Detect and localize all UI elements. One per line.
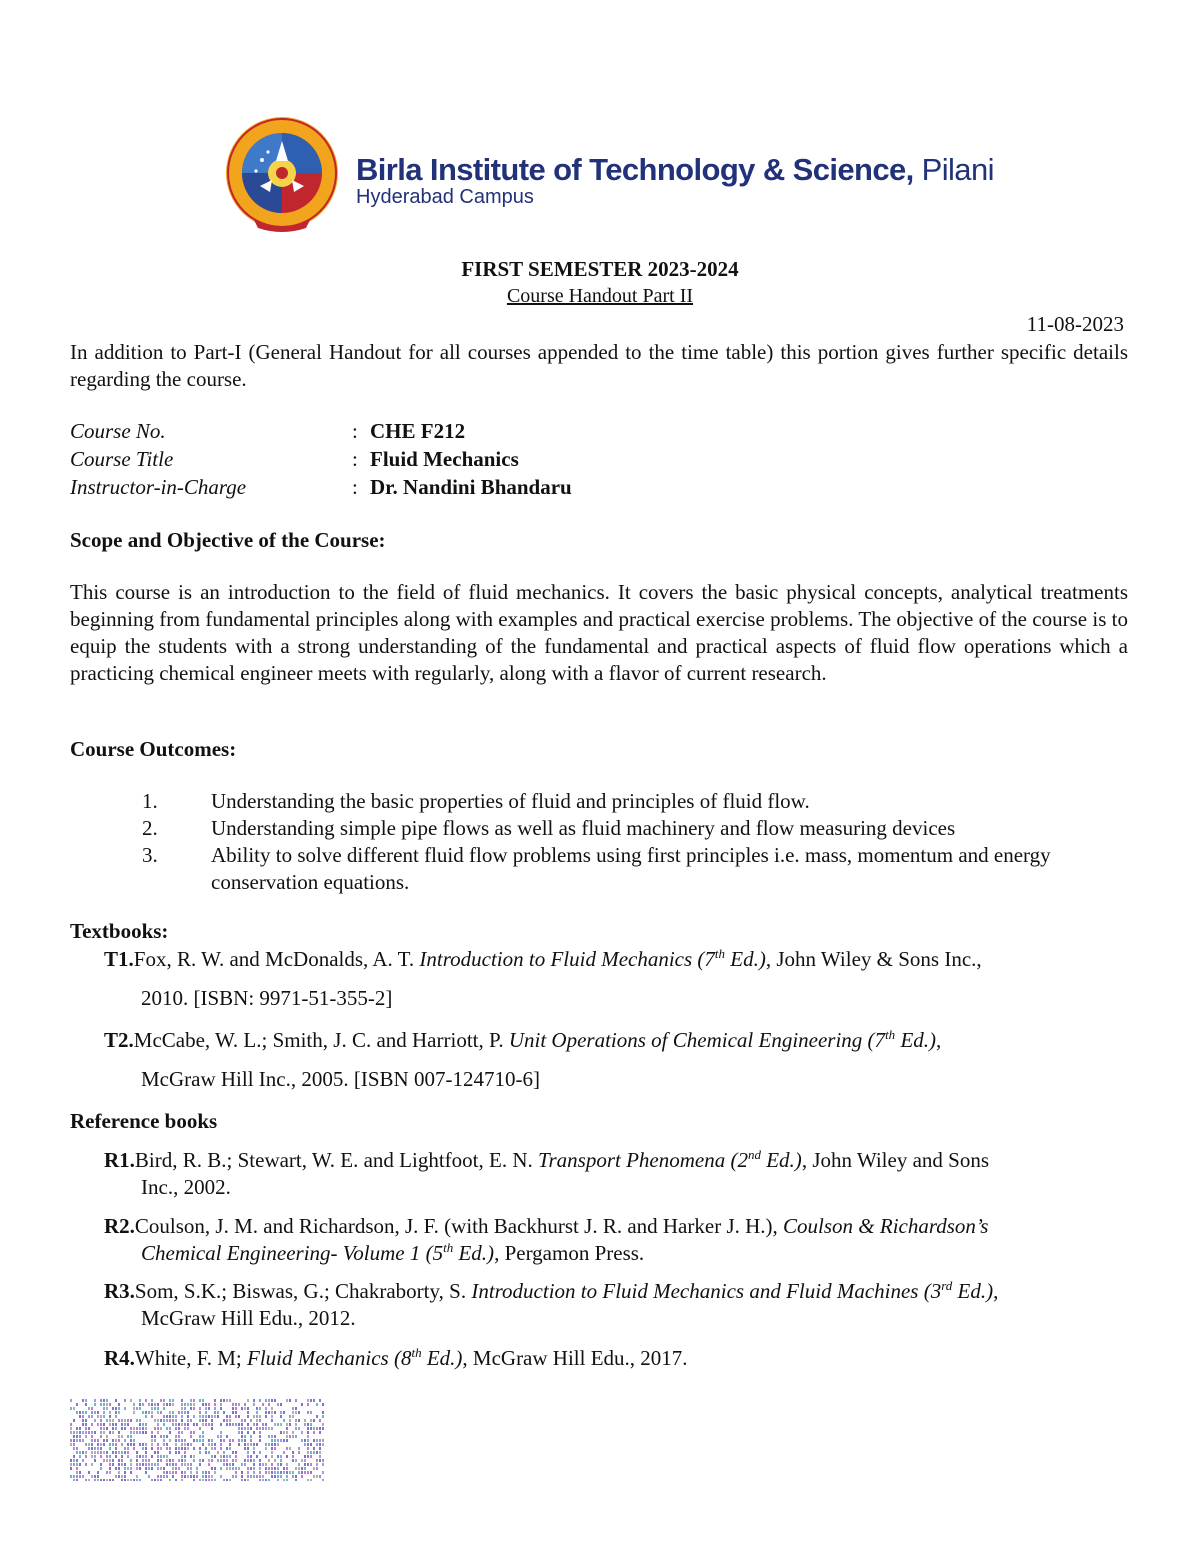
course-info: [70, 419, 572, 503]
intro-paragraph: In addition to Part-I (General Handout for all courses appended to the time table) this portion gives further specific details regarding the course.: [70, 340, 1128, 391]
book-details: McGraw Hill Inc., 2005. [ISBN 007-124710-6]: [141, 1067, 540, 1091]
book-title-end: Ed.): [421, 1346, 463, 1370]
info-key: Instructor-in-Charge: [70, 475, 247, 499]
book-title: Introduction to Fluid Mechanics (7: [419, 947, 715, 971]
list-text: Understanding the basic properties of fluid and principles of fluid flow.: [211, 789, 810, 813]
book-code: T1.: [104, 947, 134, 971]
list-item: [70, 788, 1130, 815]
edition-superscript: rd: [941, 1278, 953, 1293]
book-authors: McCabe, W. L.; Smith, J. C. and Harriott, P.: [133, 1028, 509, 1052]
list-item: [70, 842, 1130, 896]
book-code: R1.: [104, 1148, 135, 1172]
outcomes-heading: Course Outcomes:: [70, 737, 237, 761]
book-title-line2: Chemical Engineering- Volume 1 (5: [141, 1241, 444, 1265]
book-title: Fluid Mechanics (8: [247, 1346, 412, 1370]
institute-logo: [222, 116, 994, 236]
list-number: 1.: [142, 789, 158, 813]
handout-title: Course Handout Part II: [506, 285, 694, 307]
book-code: R4.: [104, 1346, 135, 1370]
book-publisher: , Pergamon Press.: [494, 1241, 645, 1265]
book-title: Unit Operations of Chemical Engineering (7: [508, 1028, 886, 1052]
book-code: R2.: [104, 1214, 135, 1238]
book-publisher: , McGraw Hill Edu., 2017.: [462, 1346, 688, 1370]
textbook-t2: [104, 1021, 1129, 1099]
reference-r2: [104, 1213, 1129, 1267]
outcomes-list: [70, 788, 1130, 896]
course-title: Fluid Mechanics: [370, 447, 519, 471]
list-text: Understanding simple pipe flows as well as fluid machinery and flow measuring devices: [211, 816, 956, 840]
list-item: [70, 815, 1130, 842]
course-info-row: [70, 475, 572, 503]
book-title-end: Ed.): [453, 1241, 495, 1265]
book-authors: White, F. M;: [134, 1346, 247, 1370]
scope-paragraph: This course is an introduction to the field of fluid mechanics. It covers the basic physical concepts, analytical treatments beginning from fundamental principles along with examples and practical exercise problems. The objective of the course is to equip the students with a strong understanding of the fundamental and practical aspects of fluid flow operations which a practicing chemical engineer meets with regularly, along with a flavor of current research.: [70, 580, 1128, 685]
reference-r1: [104, 1147, 1129, 1201]
book-publisher: ,: [936, 1028, 942, 1052]
book-publisher: , John Wiley & Sons Inc.,: [765, 947, 982, 971]
list-text: Ability to solve different fluid flow problems using first principles i.e. mass, momentum and energy conservation equations.: [211, 843, 1051, 894]
list-number: 3.: [142, 843, 158, 867]
book-title: Coulson & Richardson’s: [783, 1214, 989, 1238]
edition-superscript: th: [411, 1345, 422, 1360]
instructor-name: Dr. Nandini Bhandaru: [370, 475, 572, 499]
barcode-stamp-icon: [70, 1399, 324, 1481]
course-number: CHE F212: [370, 419, 466, 443]
course-info-row: [70, 447, 572, 475]
book-title: Introduction to Fluid Mechanics and Fluid Machines (3: [471, 1279, 942, 1303]
edition-superscript: th: [714, 946, 726, 961]
info-key: Course No.: [70, 419, 166, 443]
textbook-t1: [104, 940, 1129, 1018]
list-number: 2.: [142, 816, 158, 840]
book-code: R3.: [104, 1279, 135, 1303]
reference-r3: [104, 1278, 1129, 1332]
book-authors: Fox, R. W. and McDonalds, A. T.: [133, 947, 420, 971]
edition-superscript: th: [885, 1027, 896, 1042]
info-colon: :: [352, 419, 358, 443]
institute-seal-icon: [222, 116, 342, 234]
campus-name: Hyderabad Campus: [356, 186, 534, 208]
edition-superscript: th: [443, 1240, 454, 1255]
book-authors: Coulson, J. M. and Richardson, J. F. (with Backhurst J. R. and Harker J. H.),: [134, 1214, 784, 1238]
book-details: 2010. [ISBN: 9971-51-355-2]: [141, 986, 393, 1010]
references-heading: Reference books: [70, 1109, 218, 1133]
book-details: Inc., 2002.: [141, 1175, 231, 1199]
book-title-end: Ed.): [952, 1279, 994, 1303]
info-colon: :: [352, 475, 358, 499]
edition-superscript: nd: [747, 1147, 761, 1162]
scope-heading: Scope and Objective of the Course:: [70, 528, 386, 552]
info-key: Course Title: [70, 447, 174, 471]
book-title-end: Ed.): [895, 1028, 937, 1052]
book-authors: Bird, R. B.; Stewart, W. E. and Lightfoot, E. N.: [134, 1148, 538, 1172]
book-details: McGraw Hill Edu., 2012.: [141, 1306, 356, 1330]
book-publisher: , John Wiley and Sons: [801, 1148, 989, 1172]
book-title-end: Ed.): [725, 947, 766, 971]
book-code: T2.: [104, 1028, 134, 1052]
semester-title: FIRST SEMESTER 2023-2024: [461, 257, 739, 281]
book-authors: Som, S.K.; Biswas, G.; Chakraborty, S.: [134, 1279, 472, 1303]
info-colon: :: [352, 447, 358, 471]
institute-name: Birla Institute of Technology & Science, Pilani: [356, 152, 994, 187]
book-title: Transport Phenomena (2: [537, 1148, 748, 1172]
textbooks-heading: Textbooks:: [70, 919, 169, 943]
course-info-row: [70, 419, 572, 447]
reference-r4: [104, 1345, 1129, 1372]
book-publisher: ,: [993, 1279, 999, 1303]
book-title-end: Ed.): [760, 1148, 802, 1172]
handout-date: 11-08-2023: [1026, 312, 1124, 336]
